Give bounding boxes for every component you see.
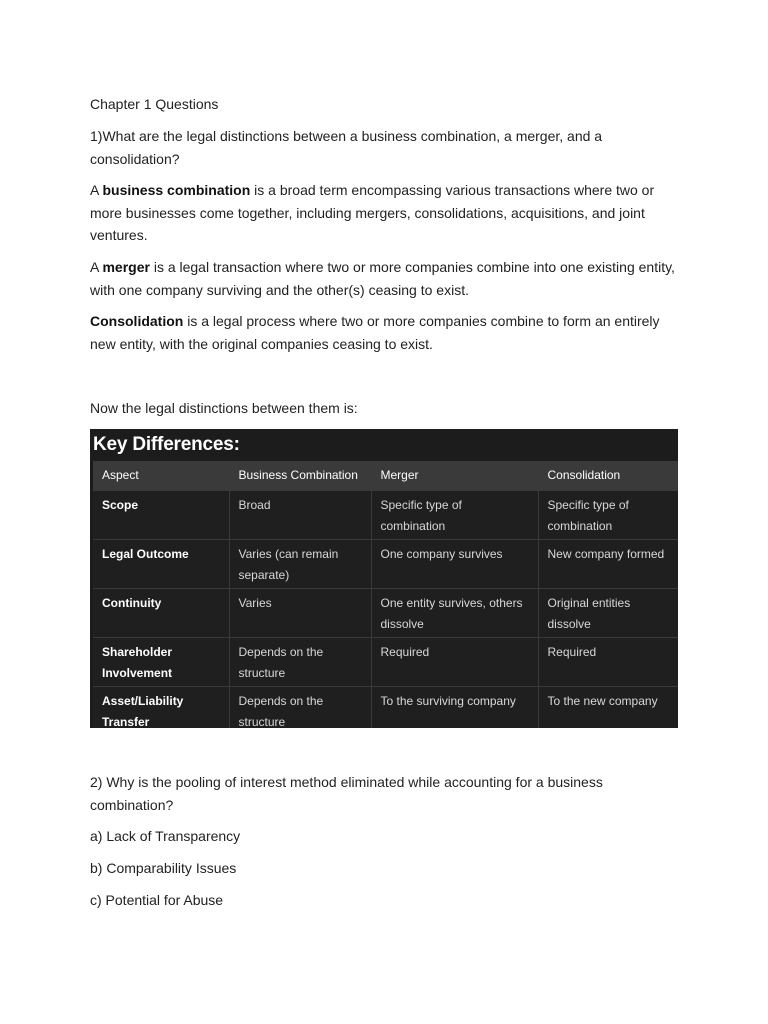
table-cell: Specific type of combination [371, 491, 538, 540]
option-b: b) Comparability Issues [90, 860, 237, 876]
table-cell-aspect: Scope [93, 491, 229, 540]
table-cell: To the new company [538, 687, 678, 729]
table-cell: Varies [229, 589, 371, 638]
option-a: a) Lack of Transparency [90, 828, 241, 844]
def-prefix: A [90, 259, 103, 275]
table-cell-aspect: Asset/Liability Transfer [93, 687, 229, 729]
table-row [93, 589, 678, 638]
header-cell: Aspect [93, 461, 229, 491]
table-row [93, 638, 678, 687]
def-text: is a broad term encompassing various transactions where two or more businesses come together, including mergers, consolidations, acquisitions, and joint ventures. [90, 182, 655, 243]
definition-consolidation [90, 310, 680, 355]
table-cell-aspect: Legal Outcome [93, 540, 229, 589]
table-cell: One company survives [371, 540, 538, 589]
table-cell-aspect: Shareholder Involvement [93, 638, 229, 687]
table-cell: Varies (can remain separate) [229, 540, 371, 589]
definition-business-combination [90, 179, 680, 247]
table-row [93, 540, 678, 589]
term-consolidation: Consolidation [90, 313, 184, 329]
key-differences-image [90, 429, 678, 728]
table-row [93, 491, 678, 540]
intro-text: Now the legal distinctions between them is: [90, 400, 358, 416]
header-cell: Merger [371, 461, 538, 491]
table-cell: One entity survives, others dissolve [371, 589, 538, 638]
table-cell: Depends on the structure [229, 638, 371, 687]
term-merger: merger [102, 259, 150, 275]
table-header-row [93, 461, 678, 491]
def-text: is a legal transaction where two or more companies combine into one existing entity, with one company surviving and the other(s) ceasing to exist. [90, 259, 675, 298]
table-cell: Required [538, 638, 678, 687]
chapter-heading: Chapter 1 Questions [90, 96, 219, 112]
def-text: is a legal process where two or more companies combine to form an entirely new entity, with the original companies ceasing to exist. [90, 313, 660, 352]
table-cell: To the surviving company [371, 687, 538, 729]
question-2: 2) Why is the pooling of interest method eliminated while accounting for a business combination? [90, 774, 603, 813]
header-cell: Business Combination [229, 461, 371, 491]
table-cell: Specific type of combination [538, 491, 678, 540]
table-cell: Depends on the structure [229, 687, 371, 729]
def-prefix: A [90, 182, 103, 198]
table-cell-aspect: Continuity [93, 589, 229, 638]
table-cell: Required [371, 638, 538, 687]
table-cell: New company formed [538, 540, 678, 589]
header-cell: Consolidation [538, 461, 678, 491]
question-1: 1)What are the legal distinctions between a business combination, a merger, and a consolidation? [90, 128, 603, 167]
table-cell: Original entities dissolve [538, 589, 678, 638]
term-business-combination: business combination [102, 182, 251, 198]
table-title: Key Differences: [93, 434, 240, 455]
table-cell: Broad [229, 491, 371, 540]
definition-merger [90, 256, 680, 301]
option-c: c) Potential for Abuse [90, 892, 224, 908]
key-differences-table [93, 461, 678, 728]
table-row [93, 687, 678, 729]
